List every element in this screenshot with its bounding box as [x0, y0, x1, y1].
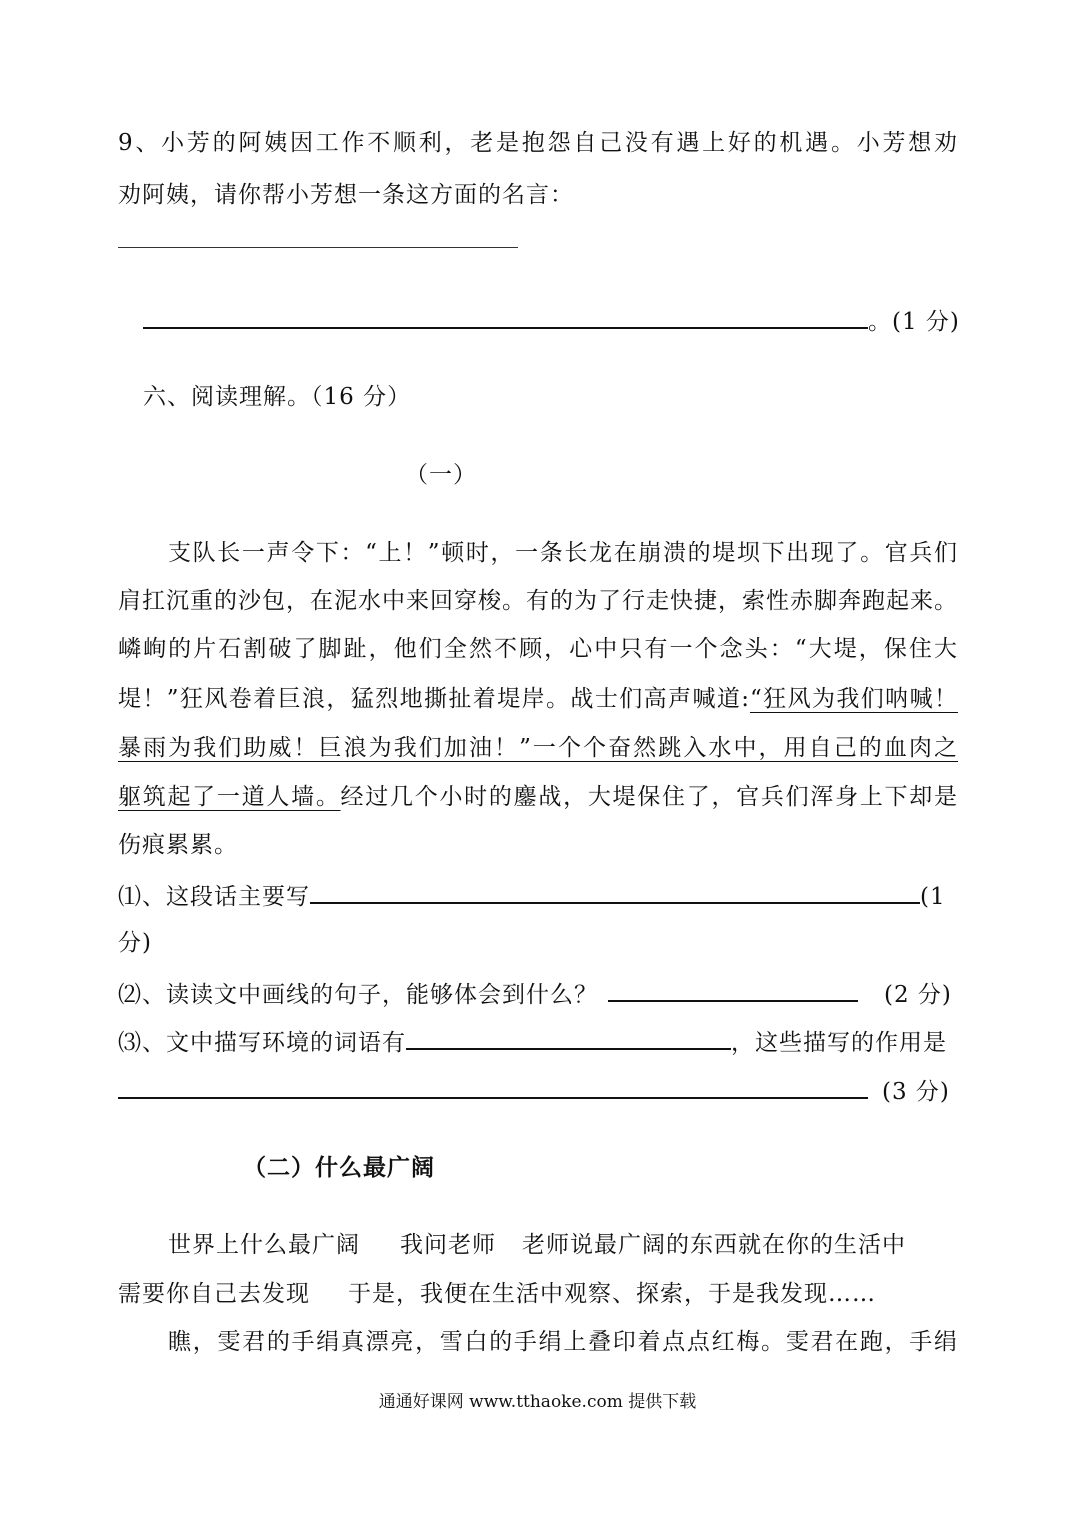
- question-2: [118, 978, 958, 1010]
- section-6-heading: 六、阅读理解。（16 分）: [143, 384, 412, 410]
- passage2-line-1-c: 老师说最广阔的东西就在你的生活中: [522, 1232, 906, 1258]
- question-2-score: (2 分): [884, 982, 952, 1008]
- q9-line-2: 劝阿姨，请你帮小芳想一条这方面的名言：: [118, 182, 574, 208]
- passage1-line-4-plain: 堤！”狂风卷着巨浪，猛烈地撕扯着堤岸。战士们高声喊道:: [118, 686, 750, 712]
- passage1-line-4: [118, 684, 958, 714]
- passage2-line-2-b: 于是，我便在生活中观察、探索，于是我发现……: [348, 1281, 876, 1307]
- question-3-blank-effect[interactable]: [118, 1075, 868, 1099]
- question-2-label: ⑵、读读文中画线的句子，能够体会到什么？: [118, 982, 598, 1008]
- question-1: [118, 880, 958, 912]
- passage2-line-3: 瞧，雯君的手绢真漂亮，雪白的手绢上叠印着点点红梅。雯君在跑，手绢: [168, 1329, 958, 1355]
- part1-title: （一）: [405, 462, 477, 488]
- question-2-blank[interactable]: [608, 978, 858, 1002]
- question-1-label: ⑴、这段话主要写: [118, 884, 310, 910]
- q9-answer-line: [143, 305, 958, 337]
- underlined-sentence-start: “狂风为我们呐喊！: [750, 686, 958, 712]
- question-1-score: (1: [920, 884, 946, 910]
- question-3-cont: [118, 1075, 958, 1107]
- q9-score: 。(1 分): [868, 309, 960, 335]
- part2-title: （二）什么最广阔: [243, 1154, 435, 1181]
- question-3-label: ⑶、文中描写环境的词语有: [118, 1030, 406, 1056]
- answer-rule-thin: [118, 247, 518, 248]
- question-3-score: (3 分): [882, 1079, 950, 1105]
- passage2-line-2-a: 需要你自己去发现: [118, 1281, 310, 1307]
- underlined-sentence-middle: 暴雨为我们助威！巨浪为我们加油！”一个个奋然跳入水中，用自己的血肉之: [118, 735, 958, 761]
- passage1-line-3: 嶙峋的片石割破了脚趾，他们全然不顾，心中只有一个念头：“大堤，保住大: [118, 636, 958, 662]
- passage1-line-2: 肩扛沉重的沙包，在泥水中来回穿梭。有的为了行走快捷，索性赤脚奔跑起来。: [118, 588, 958, 614]
- passage1-line-6-plain: 经过几个小时的鏖战，大堤保住了，官兵们浑身上下却是: [340, 784, 959, 810]
- passage1-line-1: 支队长一声令下：“上！”顿时，一条长龙在崩溃的堤坝下出现了。官兵们: [168, 540, 958, 566]
- underlined-sentence-end: 躯筑起了一道人墙。: [118, 784, 341, 810]
- question-1-blank[interactable]: [310, 880, 920, 904]
- footer-watermark: 通通好课网 www.tthaoke.com 提供下载: [378, 1392, 697, 1412]
- passage2-line-2: [118, 1279, 958, 1309]
- passage2-line-1: [168, 1230, 958, 1260]
- question-1-score-cont: 分): [118, 930, 152, 956]
- q9-line-1: 9、小芳的阿姨因工作不顺利，老是抱怨自己没有遇上好的机遇。小芳想劝: [118, 130, 958, 156]
- passage2-line-1-b: 我问老师: [400, 1232, 496, 1258]
- passage2-line-1-a: 世界上什么最广阔: [168, 1232, 360, 1258]
- question-3: [118, 1026, 958, 1058]
- question-3-blank-words[interactable]: [406, 1026, 731, 1050]
- passage1-line-6: [118, 782, 958, 812]
- q9-answer-blank[interactable]: [143, 305, 868, 329]
- passage1-line-7: 伤痕累累。: [118, 832, 238, 858]
- question-3-mid: ，这些描写的作用是: [731, 1030, 947, 1056]
